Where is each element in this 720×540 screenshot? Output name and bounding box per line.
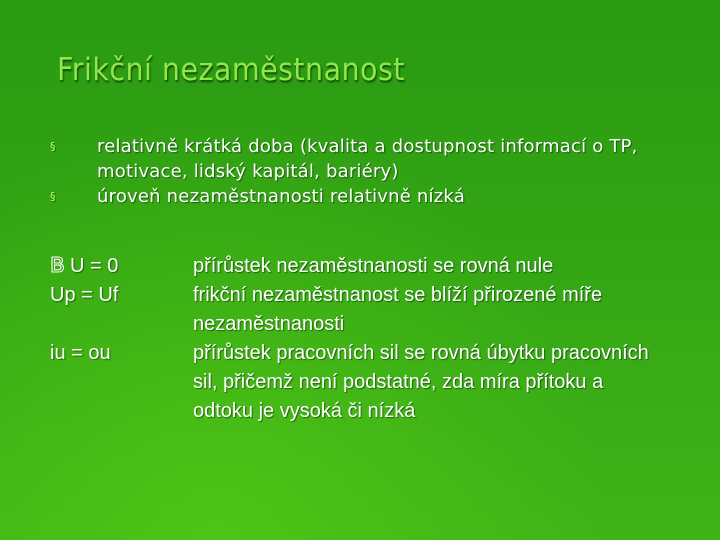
bullet-list bbox=[50, 134, 690, 209]
right-line-2: frikční nezaměstnanost se blíží přirozené míře nezaměstnanosti bbox=[193, 284, 603, 335]
left-line-1-text: U = 0 bbox=[70, 255, 119, 277]
bullet-text: úroveň nezaměstnanosti relativně nízká bbox=[97, 186, 465, 207]
slide-title: Frikční nezaměstnanost bbox=[57, 52, 405, 88]
bullet-marker-icon: § bbox=[50, 140, 56, 153]
left-line-2: Up = Uf bbox=[50, 284, 119, 306]
bullet-marker-icon: § bbox=[50, 190, 56, 203]
right-line-1: přírůstek nezaměstnanosti se rovná nule bbox=[193, 255, 554, 277]
delta-b-icon bbox=[50, 253, 65, 270]
right-column bbox=[193, 252, 663, 426]
bullet-item bbox=[50, 134, 690, 184]
left-line-3: iu = ou bbox=[50, 342, 111, 364]
left-line-1 bbox=[50, 252, 180, 281]
bullet-item bbox=[50, 184, 690, 209]
left-column bbox=[50, 252, 180, 368]
bullet-text: relativně krátká doba (kvalita a dostupnost informací o TP, motivace, lidský kapitál, bariéry) bbox=[97, 136, 638, 182]
right-line-3: přírůstek pracovních sil se rovná úbytku pracovních sil, přičemž není podstatné, zda míra přítoku a odtoku je vysoká či nízká bbox=[193, 342, 649, 422]
